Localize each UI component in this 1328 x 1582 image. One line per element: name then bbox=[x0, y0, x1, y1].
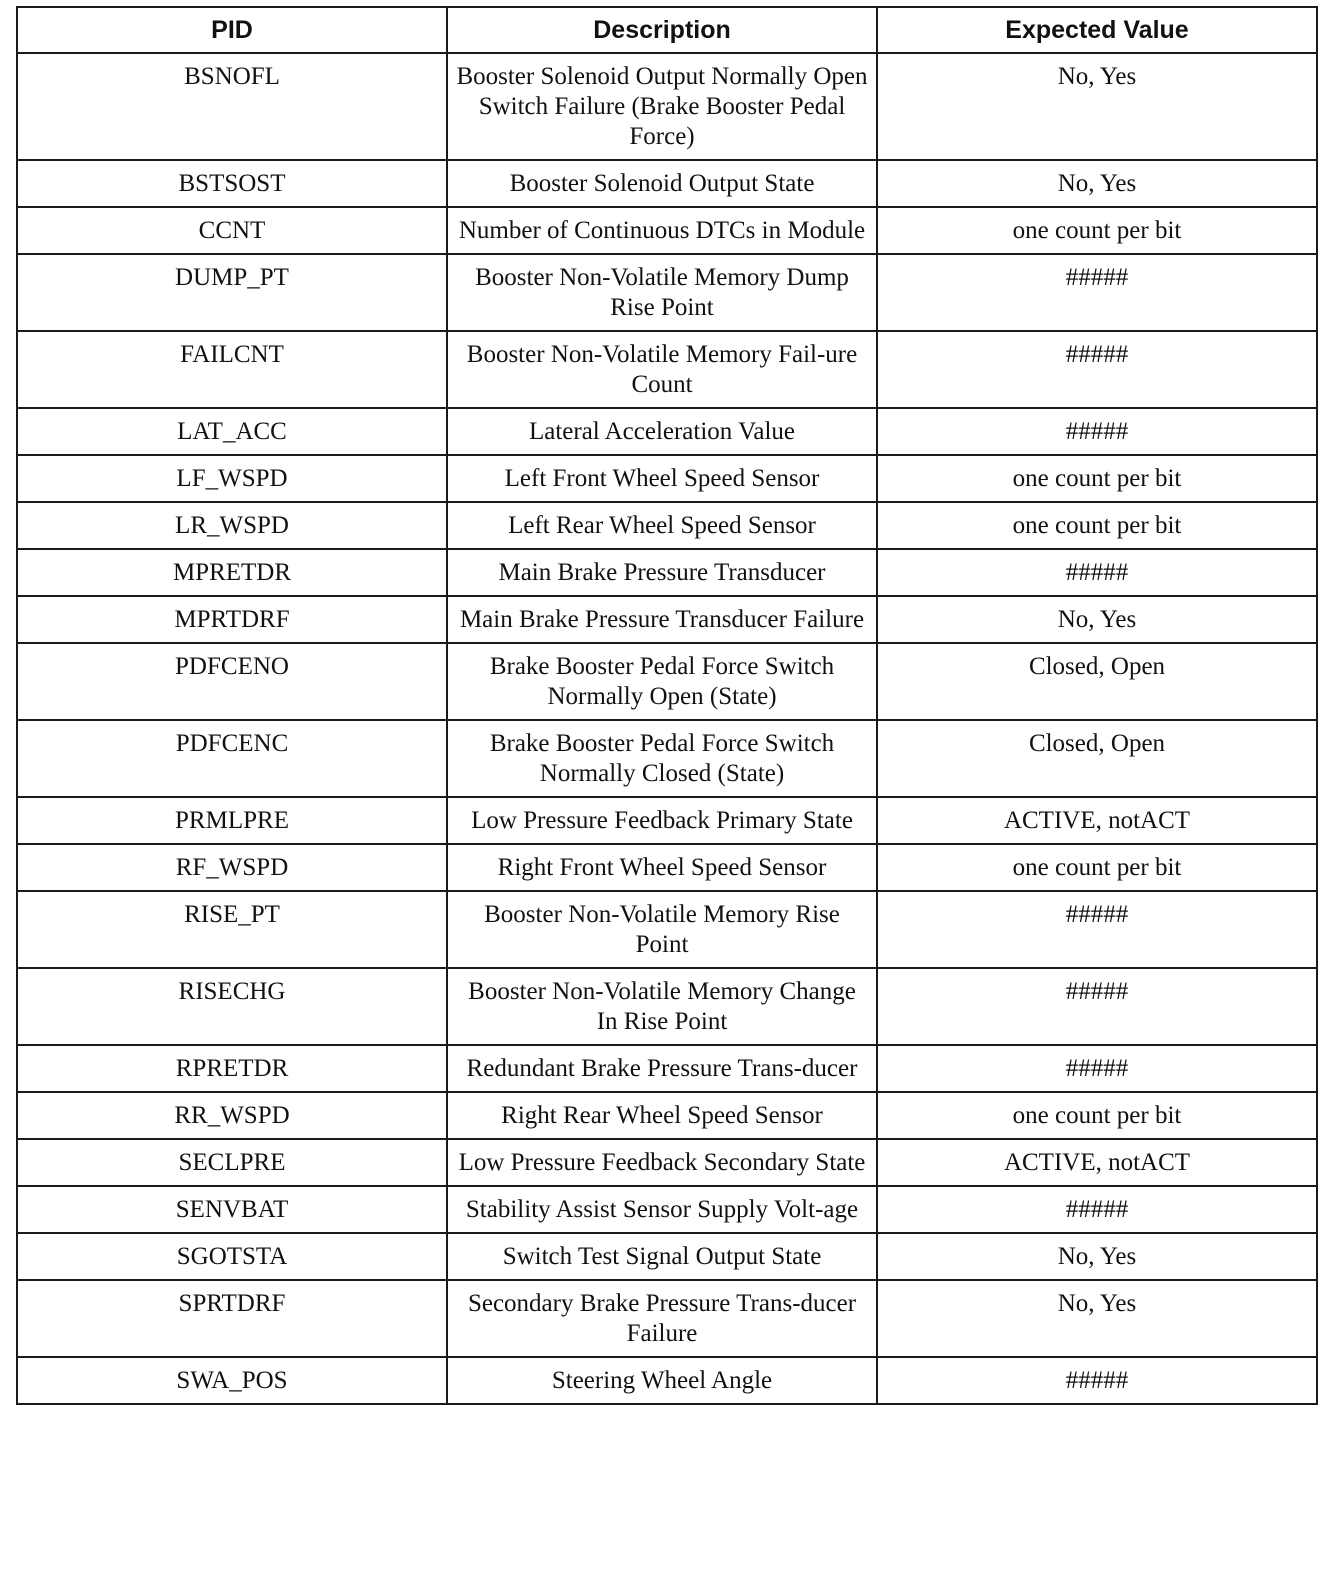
table-row bbox=[17, 1092, 1317, 1139]
description-cell: Left Front Wheel Speed Sensor bbox=[447, 455, 877, 502]
expected-value-cell: No, Yes bbox=[877, 53, 1317, 160]
table-row bbox=[17, 549, 1317, 596]
pid-cell: PDFCENC bbox=[17, 720, 447, 797]
pid-cell: CCNT bbox=[17, 207, 447, 254]
table-row bbox=[17, 207, 1317, 254]
pid-cell: RPRETDR bbox=[17, 1045, 447, 1092]
description-cell: Right Front Wheel Speed Sensor bbox=[447, 844, 877, 891]
description-cell: Right Rear Wheel Speed Sensor bbox=[447, 1092, 877, 1139]
table-row bbox=[17, 53, 1317, 160]
pid-cell: LAT_ACC bbox=[17, 408, 447, 455]
table-row bbox=[17, 1233, 1317, 1280]
pid-cell: BSNOFL bbox=[17, 53, 447, 160]
description-cell: Number of Continuous DTCs in Module bbox=[447, 207, 877, 254]
table-header bbox=[17, 7, 1317, 53]
table-row bbox=[17, 502, 1317, 549]
description-cell: Steering Wheel Angle bbox=[447, 1357, 877, 1404]
expected-value-cell: No, Yes bbox=[877, 160, 1317, 207]
expected-value-cell: ##### bbox=[877, 1357, 1317, 1404]
description-cell: Left Rear Wheel Speed Sensor bbox=[447, 502, 877, 549]
pid-cell: PRMLPRE bbox=[17, 797, 447, 844]
table-row bbox=[17, 1139, 1317, 1186]
table-row bbox=[17, 968, 1317, 1045]
expected-value-cell: ##### bbox=[877, 408, 1317, 455]
description-cell: Brake Booster Pedal Force Switch Normally Open (State) bbox=[447, 643, 877, 720]
description-cell: Redundant Brake Pressure Trans-ducer bbox=[447, 1045, 877, 1092]
pid-cell: LF_WSPD bbox=[17, 455, 447, 502]
expected-value-cell: ##### bbox=[877, 1186, 1317, 1233]
page bbox=[16, 6, 1316, 1405]
expected-value-cell: Closed, Open bbox=[877, 643, 1317, 720]
expected-value-cell: ##### bbox=[877, 968, 1317, 1045]
pid-cell: BSTSOST bbox=[17, 160, 447, 207]
header-description: Description bbox=[447, 7, 877, 53]
table-row bbox=[17, 891, 1317, 968]
pid-cell: DUMP_PT bbox=[17, 254, 447, 331]
description-cell: Switch Test Signal Output State bbox=[447, 1233, 877, 1280]
expected-value-cell: one count per bit bbox=[877, 502, 1317, 549]
table-row bbox=[17, 596, 1317, 643]
pid-cell: PDFCENO bbox=[17, 643, 447, 720]
expected-value-cell: one count per bit bbox=[877, 455, 1317, 502]
pid-cell: SWA_POS bbox=[17, 1357, 447, 1404]
table-row bbox=[17, 1280, 1317, 1357]
description-cell: Booster Non-Volatile Memory Dump Rise Point bbox=[447, 254, 877, 331]
pid-cell: SPRTDRF bbox=[17, 1280, 447, 1357]
table-row bbox=[17, 331, 1317, 408]
table-row bbox=[17, 844, 1317, 891]
expected-value-cell: ##### bbox=[877, 891, 1317, 968]
description-cell: Low Pressure Feedback Primary State bbox=[447, 797, 877, 844]
table-row bbox=[17, 797, 1317, 844]
description-cell: Secondary Brake Pressure Trans-ducer Failure bbox=[447, 1280, 877, 1357]
pid-cell: MPRETDR bbox=[17, 549, 447, 596]
table-row bbox=[17, 1357, 1317, 1404]
description-cell: Main Brake Pressure Transducer bbox=[447, 549, 877, 596]
pid-table bbox=[16, 6, 1318, 1405]
expected-value-cell: ACTIVE, notACT bbox=[877, 797, 1317, 844]
table-row bbox=[17, 254, 1317, 331]
expected-value-cell: ##### bbox=[877, 1045, 1317, 1092]
pid-cell: LR_WSPD bbox=[17, 502, 447, 549]
description-cell: Booster Non-Volatile Memory Change In Rise Point bbox=[447, 968, 877, 1045]
table-row bbox=[17, 1186, 1317, 1233]
table-row bbox=[17, 720, 1317, 797]
table-row bbox=[17, 643, 1317, 720]
expected-value-cell: ACTIVE, notACT bbox=[877, 1139, 1317, 1186]
pid-cell: MPRTDRF bbox=[17, 596, 447, 643]
expected-value-cell: Closed, Open bbox=[877, 720, 1317, 797]
description-cell: Booster Non-Volatile Memory Rise Point bbox=[447, 891, 877, 968]
description-cell: Booster Solenoid Output State bbox=[447, 160, 877, 207]
expected-value-cell: No, Yes bbox=[877, 1280, 1317, 1357]
table-row bbox=[17, 455, 1317, 502]
description-cell: Low Pressure Feedback Secondary State bbox=[447, 1139, 877, 1186]
description-cell: Stability Assist Sensor Supply Volt-age bbox=[447, 1186, 877, 1233]
pid-cell: RISE_PT bbox=[17, 891, 447, 968]
table-row bbox=[17, 160, 1317, 207]
expected-value-cell: ##### bbox=[877, 254, 1317, 331]
table-body bbox=[17, 53, 1317, 1404]
header-row bbox=[17, 7, 1317, 53]
table-row bbox=[17, 1045, 1317, 1092]
description-cell: Lateral Acceleration Value bbox=[447, 408, 877, 455]
description-cell: Booster Solenoid Output Normally Open Switch Failure (Brake Booster Pedal Force) bbox=[447, 53, 877, 160]
pid-cell: FAILCNT bbox=[17, 331, 447, 408]
pid-cell: SENVBAT bbox=[17, 1186, 447, 1233]
expected-value-cell: ##### bbox=[877, 549, 1317, 596]
table-row bbox=[17, 408, 1317, 455]
expected-value-cell: one count per bit bbox=[877, 844, 1317, 891]
pid-cell: RISECHG bbox=[17, 968, 447, 1045]
header-expected-value: Expected Value bbox=[877, 7, 1317, 53]
expected-value-cell: ##### bbox=[877, 331, 1317, 408]
pid-cell: RR_WSPD bbox=[17, 1092, 447, 1139]
expected-value-cell: one count per bit bbox=[877, 207, 1317, 254]
expected-value-cell: No, Yes bbox=[877, 596, 1317, 643]
description-cell: Brake Booster Pedal Force Switch Normally Closed (State) bbox=[447, 720, 877, 797]
description-cell: Booster Non-Volatile Memory Fail-ure Count bbox=[447, 331, 877, 408]
description-cell: Main Brake Pressure Transducer Failure bbox=[447, 596, 877, 643]
header-pid: PID bbox=[17, 7, 447, 53]
pid-cell: SGOTSTA bbox=[17, 1233, 447, 1280]
pid-cell: SECLPRE bbox=[17, 1139, 447, 1186]
expected-value-cell: one count per bit bbox=[877, 1092, 1317, 1139]
pid-cell: RF_WSPD bbox=[17, 844, 447, 891]
expected-value-cell: No, Yes bbox=[877, 1233, 1317, 1280]
